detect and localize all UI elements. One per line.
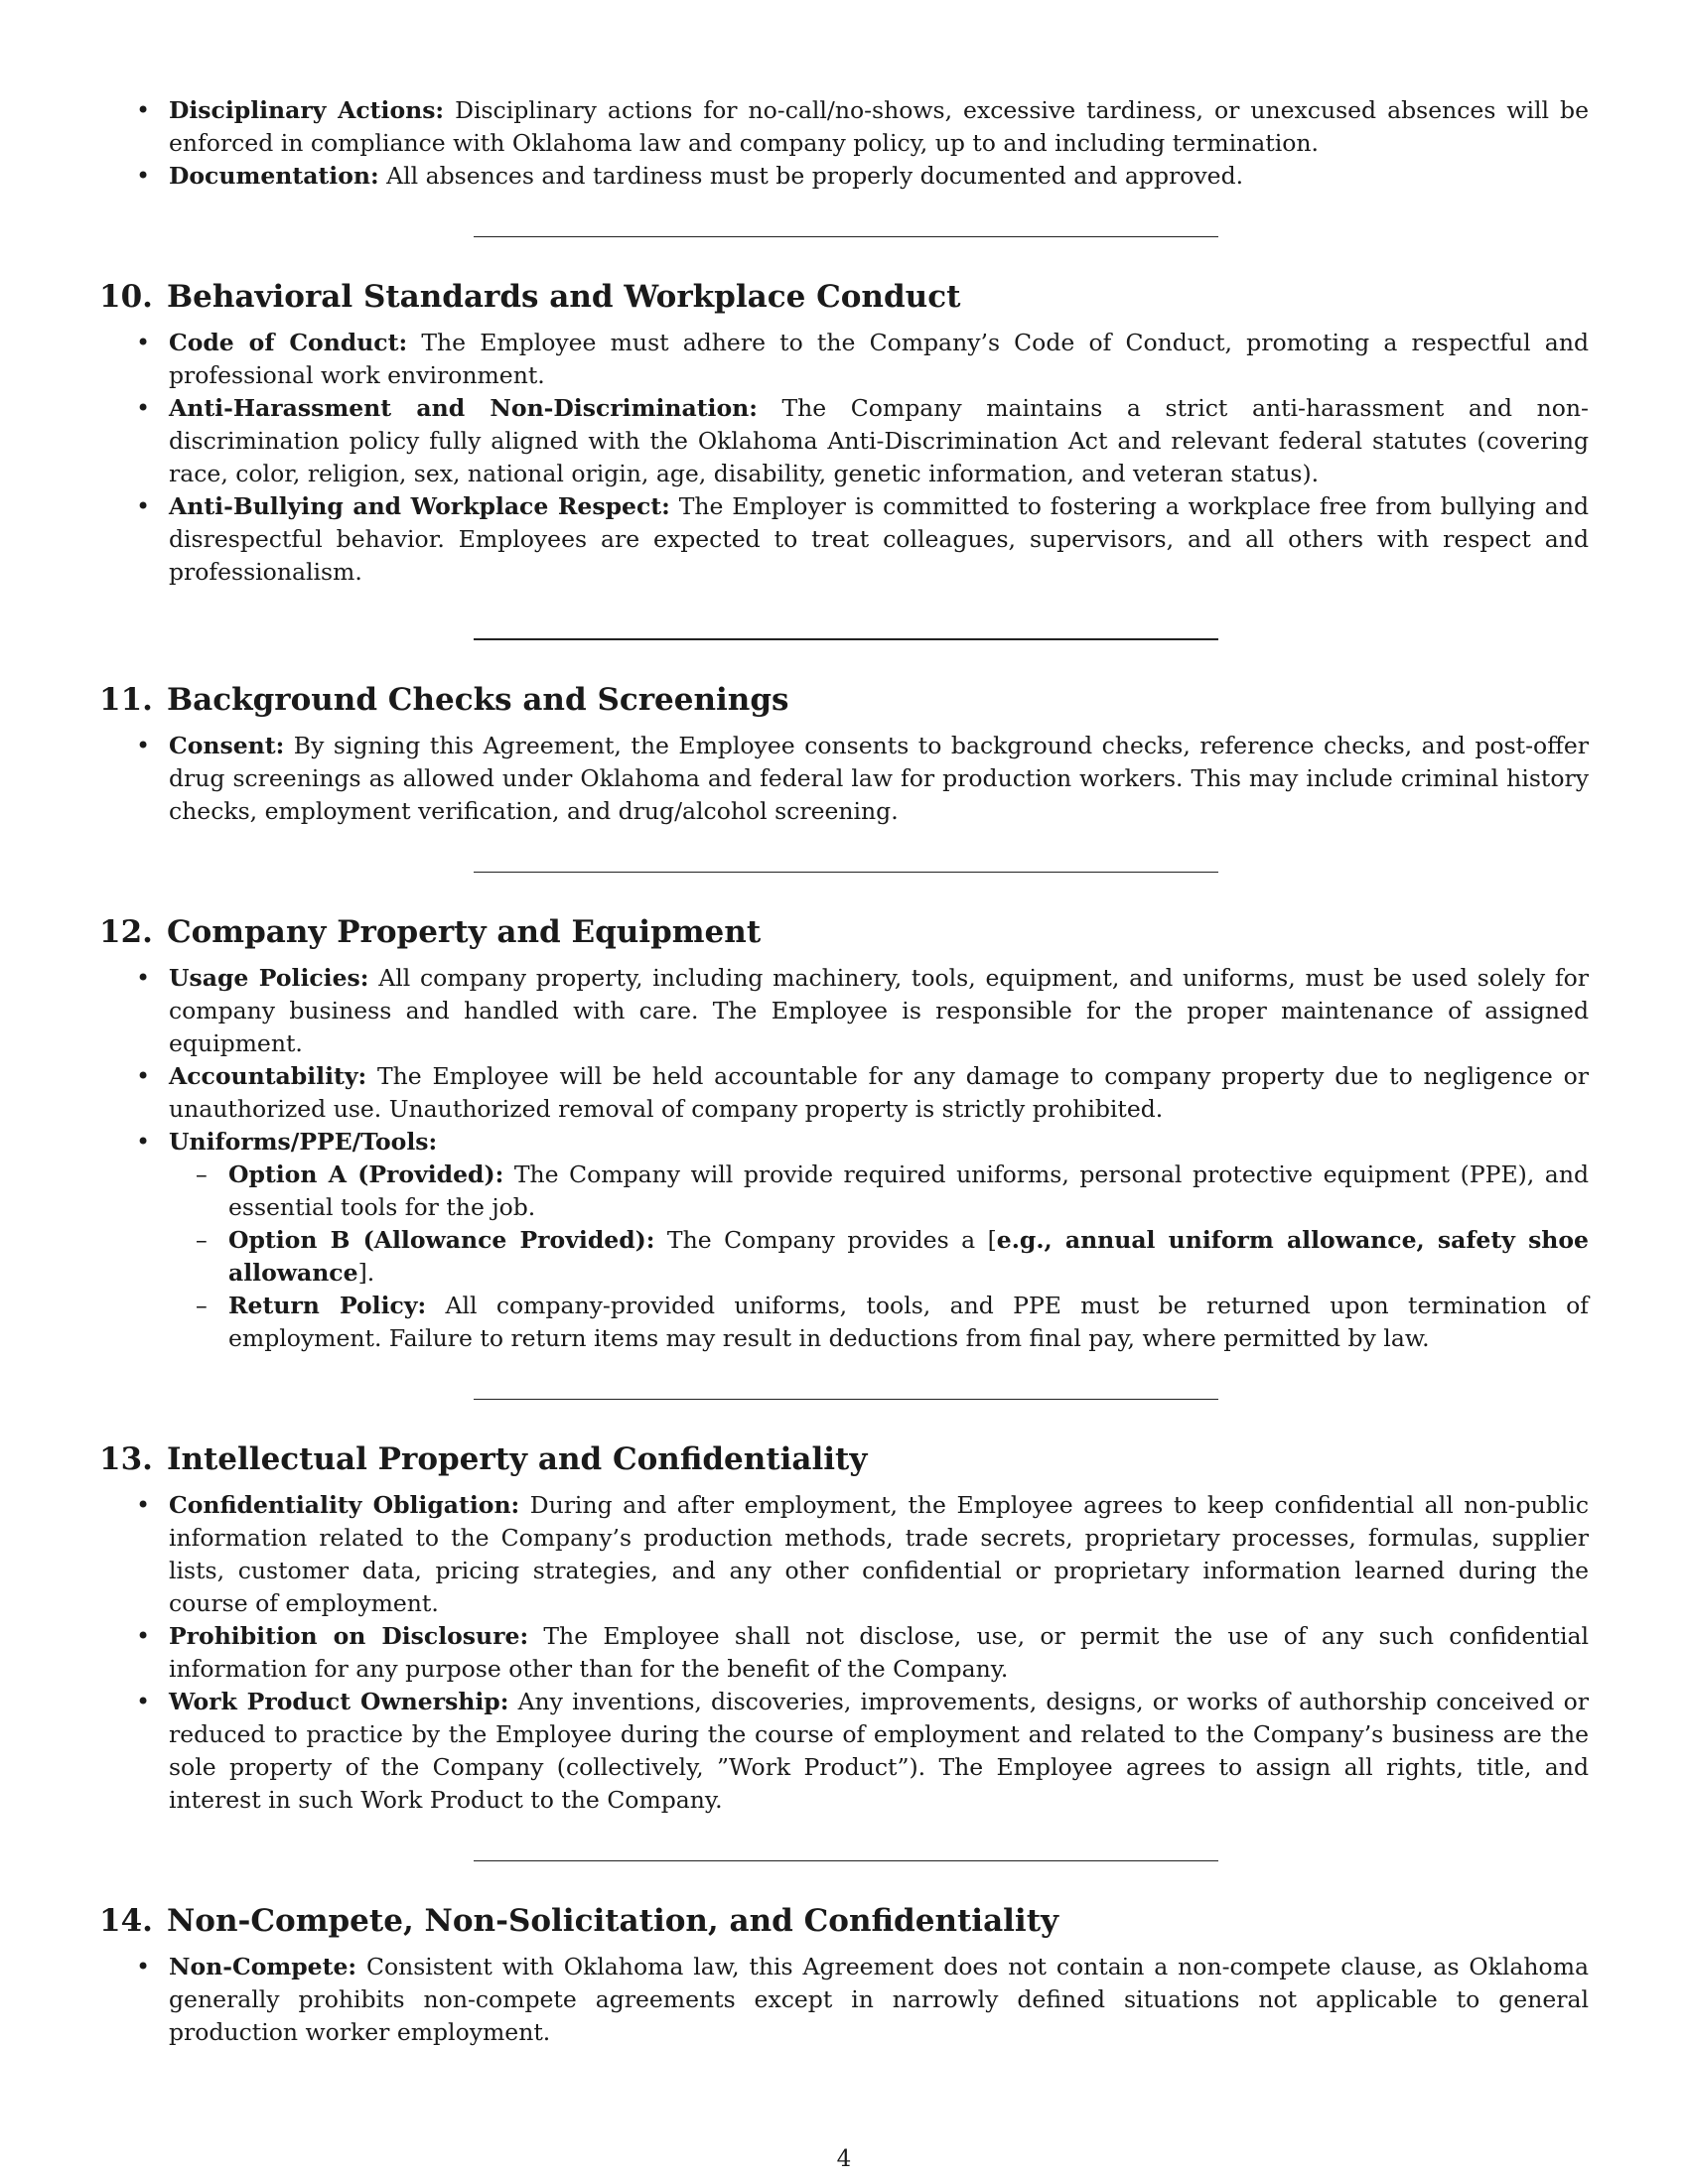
item-term: Confidentiality Obligation: xyxy=(169,1491,520,1519)
section-title: Behavioral Standards and Workplace Conduct xyxy=(166,279,961,315)
item-text: The Employer is committed to fostering a workplace free from bullying and disrespectful behavior. Employees are expected to treat colleagues, supervisors, and all others with respect and professionalism. xyxy=(169,492,1589,586)
sub-list-item xyxy=(169,1224,1589,1290)
list-item xyxy=(99,730,1589,828)
section-11-list xyxy=(99,730,1589,828)
item-term: Documentation: xyxy=(169,162,379,190)
item-text: By signing this Agreement, the Employee consents to background checks, reference checks, and post-offer drug screenings as allowed under Oklahoma and federal law for production workers. This may include criminal history checks, employment verification, and drug/alcohol screening. xyxy=(169,732,1589,825)
section-number: 12. xyxy=(99,914,153,950)
sub-list-item xyxy=(169,1290,1589,1355)
item-term: Anti-Harassment and Non-Discrimination: xyxy=(169,394,758,422)
list-item xyxy=(99,327,1589,392)
section-heading-13 xyxy=(99,1439,1589,1479)
item-term: Disciplinary Actions: xyxy=(169,96,445,124)
section-heading-12 xyxy=(99,912,1589,952)
section-divider xyxy=(474,872,1218,873)
section-9-list xyxy=(99,94,1589,193)
section-number: 14. xyxy=(99,1903,153,1939)
item-text: All absences and tardiness must be properly documented and approved. xyxy=(378,162,1244,190)
item-text: Any inventions, discoveries, improvements, designs, or works of authorship conceived or reduced to practice by the Employee during the course of employment and related to the Company’s business are the sole property of the Company (collectively, ”Work Product”). The Employee agrees to assign all rights, title, and interest in such Work Product to the Company. xyxy=(169,1688,1589,1814)
sub-item-term: Return Policy: xyxy=(228,1292,427,1319)
section-title: Intellectual Property and Confidentiality xyxy=(166,1441,868,1477)
list-item xyxy=(99,1951,1589,2049)
sub-item-term: Option B (Allowance Provided): xyxy=(228,1226,655,1254)
section-number: 10. xyxy=(99,279,153,315)
item-text: Consistent with Oklahoma law, this Agreement does not contain a non-compete clause, as Oklahoma generally prohibits non-compete agreements except in narrowly defined situations not applicable to general production worker employment. xyxy=(169,1953,1589,2046)
sub-item-text: The Company will provide required uniforms, personal protective equipment (PPE), and essential tools for the job. xyxy=(228,1160,1589,1221)
section-heading-14 xyxy=(99,1901,1589,1941)
list-item xyxy=(99,94,1589,160)
item-term: Usage Policies: xyxy=(169,964,369,992)
section-14-list xyxy=(99,1951,1589,2049)
list-item xyxy=(99,1126,1589,1355)
item-text: During and after employment, the Employee agrees to keep confidential all non-public information related to the Company’s production methods, trade secrets, proprietary processes, formulas, supplier lists, customer data, pricing strategies, and any other confidential or proprietary information learned during the course of employment. xyxy=(169,1491,1589,1617)
section-10-list xyxy=(99,327,1589,589)
item-term: Anti-Bullying and Workplace Respect: xyxy=(169,492,670,520)
section-heading-11 xyxy=(99,680,1589,720)
section-divider xyxy=(474,1399,1218,1400)
sub-item-text: The Company provides a [ xyxy=(654,1226,997,1254)
list-item xyxy=(99,1686,1589,1817)
document-page xyxy=(99,94,1589,2049)
list-item xyxy=(99,490,1589,589)
item-term: Consent: xyxy=(169,732,285,759)
item-term: Uniforms/PPE/Tools: xyxy=(169,1128,438,1156)
section-divider xyxy=(474,236,1218,237)
section-divider xyxy=(474,1860,1218,1861)
section-title: Company Property and Equipment xyxy=(166,914,762,950)
list-item xyxy=(99,160,1589,193)
item-text: All company property, including machinery, tools, equipment, and uniforms, must be used solely for company business and handled with care. The Employee is responsible for the proper maintenance of assigned equipment. xyxy=(169,964,1589,1057)
section-divider xyxy=(474,638,1218,640)
section-title: Background Checks and Screenings xyxy=(166,682,789,718)
item-term: Accountability: xyxy=(169,1062,367,1090)
section-title: Non-Compete, Non-Solicitation, and Confidentiality xyxy=(166,1903,1059,1939)
sub-list-item xyxy=(169,1159,1589,1224)
sub-item-text: All company-provided uniforms, tools, and PPE must be returned upon termination of employment. Failure to return items may result in deductions from final pay, where permitted by law. xyxy=(228,1292,1590,1352)
item-text: The Employee will be held accountable for any damage to company property due to negligence or unauthorized use. Unauthorized removal of company property is strictly prohibited. xyxy=(169,1062,1589,1123)
item-text: The Employee must adhere to the Company’s Code of Conduct, promoting a respectful and professional work environment. xyxy=(169,329,1589,389)
list-item xyxy=(99,1620,1589,1686)
item-term: Non-Compete: xyxy=(169,1953,357,1980)
item-term: Prohibition on Disclosure: xyxy=(169,1622,529,1650)
item-term: Code of Conduct: xyxy=(169,329,408,356)
list-item xyxy=(99,392,1589,490)
list-item xyxy=(99,1489,1589,1620)
section-number: 13. xyxy=(99,1441,153,1477)
section-12-list xyxy=(99,962,1589,1355)
item-term: Work Product Ownership: xyxy=(169,1688,509,1715)
uniforms-sub-list xyxy=(169,1159,1589,1355)
sub-item-text-end: ]. xyxy=(357,1259,375,1287)
section-13-list xyxy=(99,1489,1589,1817)
list-item xyxy=(99,962,1589,1060)
item-text: The Company maintains a strict anti-harassment and non-discrimination policy fully aligned with the Oklahoma Anti-Discrimination Act and relevant federal statutes (covering race, color, religion, sex, national origin, age, disability, genetic information, and veteran status). xyxy=(169,394,1589,487)
item-text: The Employee shall not disclose, use, or permit the use of any such confidential information for any purpose other than for the benefit of the Company. xyxy=(169,1622,1589,1683)
sub-item-term: Option A (Provided): xyxy=(228,1160,504,1188)
item-text: Disciplinary actions for no-call/no-shows, excessive tardiness, or unexcused absences will be enforced in compliance with Oklahoma law and company policy, up to and including termination. xyxy=(169,96,1589,157)
section-number: 11. xyxy=(99,682,153,718)
list-item xyxy=(99,1060,1589,1126)
section-heading-10 xyxy=(99,277,1589,317)
placeholder-text: e.g., annual uniform allowance, safety shoe allowance xyxy=(228,1226,1590,1287)
page-number: 4 xyxy=(836,2146,852,2172)
